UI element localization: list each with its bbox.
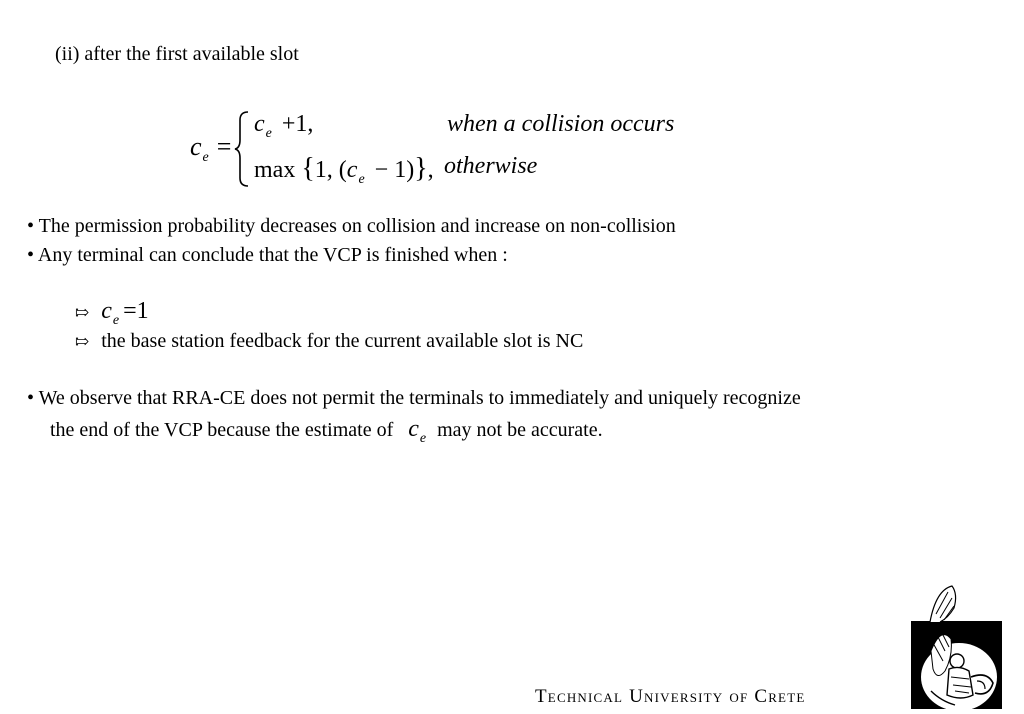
bullet-permission-probability: • The permission probability decreases on collision and increase on non-collision: [27, 215, 676, 237]
sub-bullet-ce-equals-1: ⇰ ce =1: [75, 298, 149, 328]
observation-line-2: the end of the VCP because the estimate of $c_e$ may not be accurate.: [50, 416, 603, 446]
bullet-vcp-finished: • Any terminal can conclude that the VCP is finished when :: [27, 244, 508, 266]
sub-bullet-feedback-nc: ⇰ the base station feedback for the current available slot is NC: [75, 330, 584, 352]
equation-lhs: ce =: [190, 132, 232, 165]
winged-figure-logo-icon: [911, 621, 1002, 709]
hollow-arrow-icon: ⇰: [75, 332, 90, 351]
equation-case1-expr: $c_e +1$,: [254, 111, 314, 141]
hollow-arrow-icon: ⇰: [75, 303, 90, 322]
logo-wing-tip: [926, 584, 976, 624]
equation-case2-expr: max {1, $(c_e - 1)$},: [254, 153, 434, 187]
university-logo: [911, 621, 1002, 709]
observation-line-1: • We observe that RRA-CE does not permit the terminals to immediately and uniquely recognize: [27, 387, 801, 409]
left-brace: [234, 110, 250, 188]
heading-text: (ii) after the first available slot: [55, 43, 299, 65]
footer-university-title: Technical University of Crete: [535, 686, 806, 707]
equation-case2-condition: otherwise: [444, 153, 538, 179]
equation-case1-condition: when a collision occurs: [447, 111, 675, 137]
